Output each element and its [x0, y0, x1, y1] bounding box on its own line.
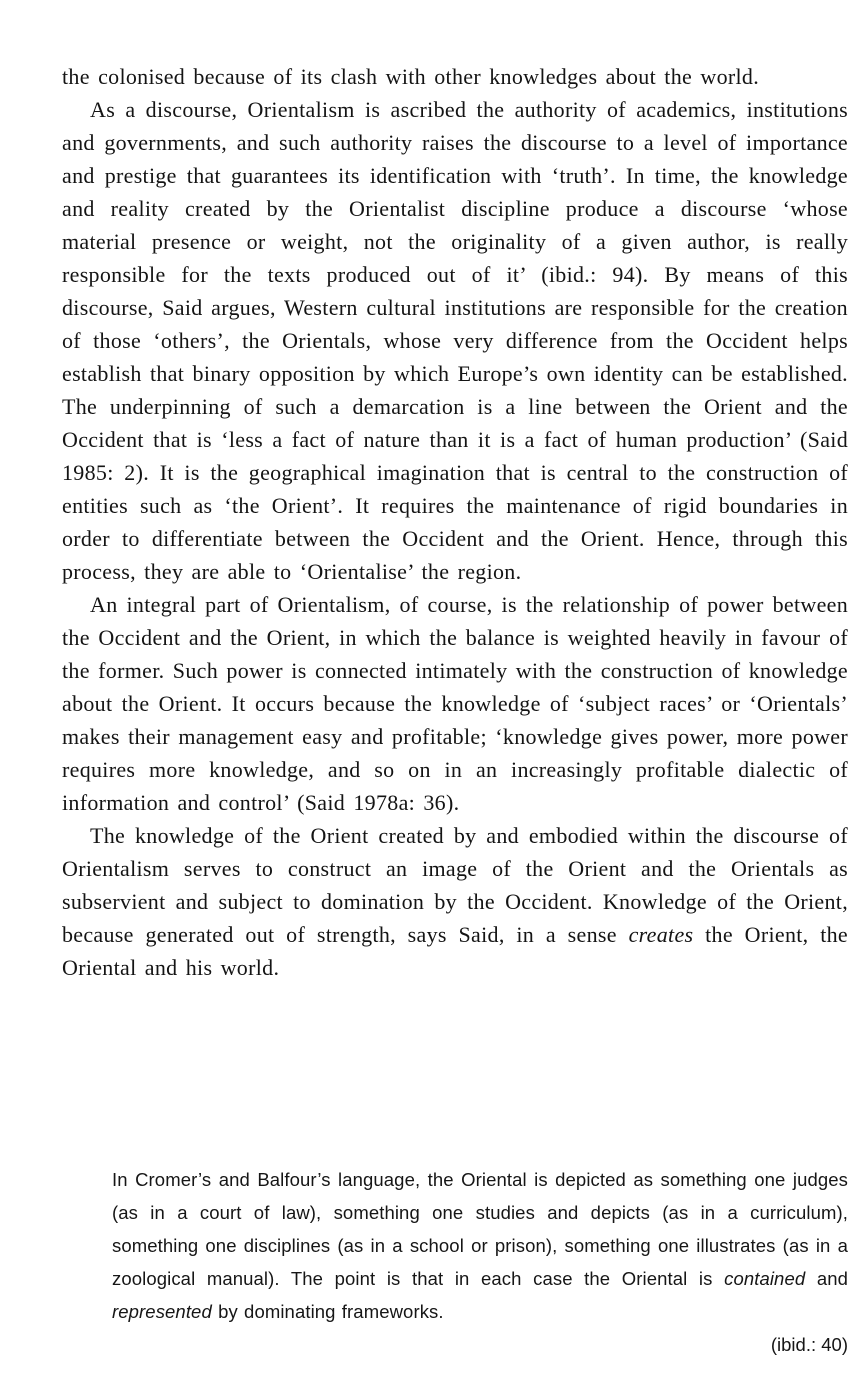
quote-text-segment: and	[805, 1268, 848, 1289]
block-quote	[112, 1163, 848, 1328]
quote-text-segment: In Cromer’s and Balfour’s language, the Oriental is depicted as something one judges (as in a court of law), something one studies and depicts (as in a curriculum), something one disciplines (as in a school or prison), something one illustrates (as in a zoological manual). The point is that in each case the Oriental is	[112, 1169, 848, 1289]
emphasis-word: represented	[112, 1301, 212, 1322]
paragraph-text-segment: the Orient, the Oriental and his world.	[62, 922, 848, 980]
paragraph-continuation: the colonised because of its clash with other knowledges about the world.	[62, 64, 760, 89]
block-quote-section	[62, 1163, 848, 1361]
page-text-block	[62, 60, 848, 984]
quote-text-segment: by dominating frameworks.	[211, 1301, 444, 1322]
paragraph-knowledge-of-orient	[62, 819, 848, 984]
paragraph-power-relationship: An integral part of Orientalism, of course, is the relationship of power between the Occident and the Orient, in which the balance is weighted heavily in favour of the former. Such power is connected intimately with the construction of knowledge about the Orient. It occurs because the knowledge of ‘subject races’ or ‘Orientals’ makes their management easy and profitable; ‘knowledge gives power, more power requires more knowledge, and so on in an increasingly profitable dialectic of information and control’ (Said 1978a: 36).	[62, 592, 848, 815]
paragraph-discourse-authority: As a discourse, Orientalism is ascribed the authority of academics, institutions and governments, and such authority raises the discourse to a level of importance and prestige that guarantees its identification with ‘truth’. In time, the knowledge and reality created by the Orientalist discipline produce a discourse ‘whose material presence or weight, not the originality of a given author, is really responsible for the texts produced out of it’ (ibid.: 94). By means of this discourse, Said argues, Western cultural institutions are responsible for the creation of those ‘others’, the Orientals, whose very difference from the Occident helps establish that binary opposition by which Europe’s own identity can be established. The underpinning of such a demarcation is a line between the Orient and the Occident that is ‘less a fact of nature than it is a fact of human production’ (Said 1985: 2). It is the geographical imagination that is central to the construction of entities such as ‘the Orient’. It requires the maintenance of rigid boundaries in order to differentiate between the Occident and the Orient. Hence, through this process, they are able to ‘Orientalise’ the region.	[62, 97, 848, 584]
quote-attribution: (ibid.: 40)	[770, 1334, 848, 1355]
emphasis-word: contained	[724, 1268, 806, 1289]
paragraph-text-segment: The knowledge of the Orient created by and embodied within the discourse of Orientalism serves to construct an image of the Orient and the Orientals as subservient and subject to domination by the Occident. Knowledge of the Orient, because generated out of strength, says Said, in a sense	[62, 823, 848, 947]
emphasis-word: creates	[628, 922, 694, 947]
